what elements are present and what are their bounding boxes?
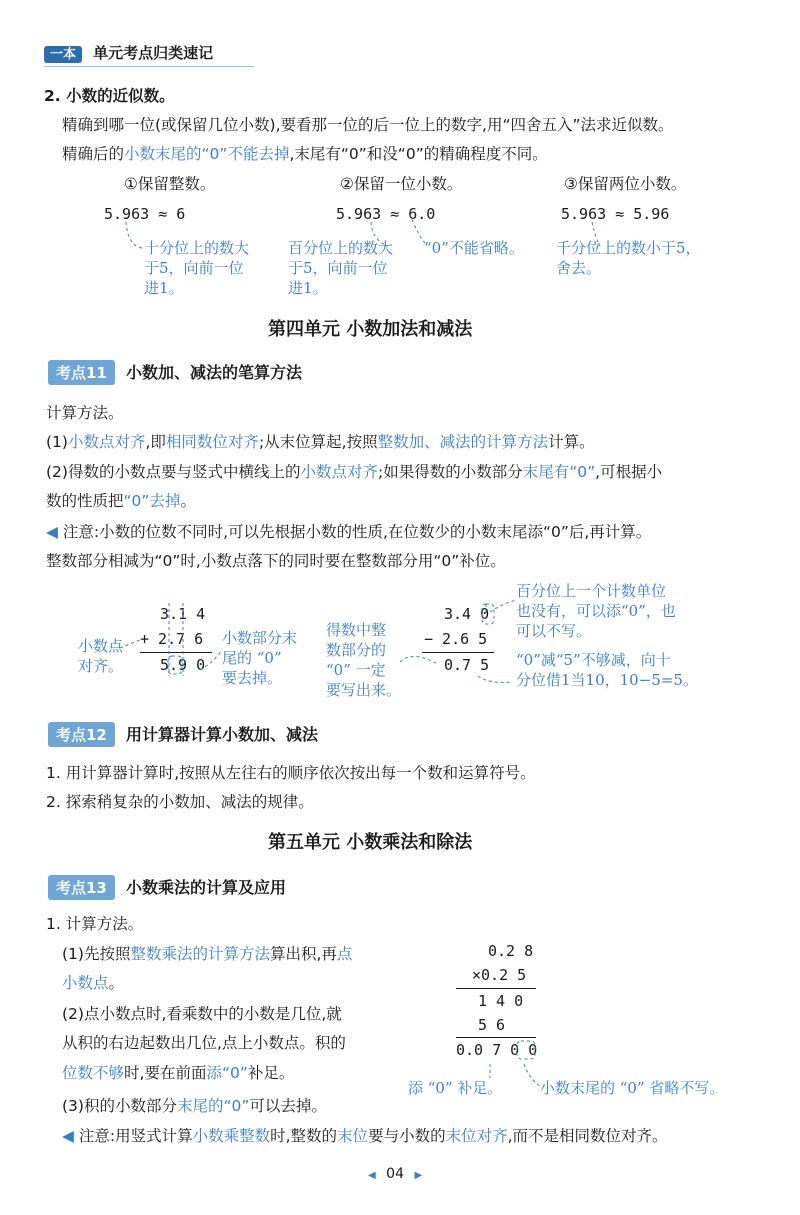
paragraph: (2)得数的小数点要与竖式中横线上的小数点对齐;如果得数的小数部分末尾有“0”,可根据小 — [46, 463, 663, 481]
handwritten-note: 小数点 对齐。 — [78, 637, 124, 675]
note-icon: ◀ — [62, 1127, 74, 1145]
column-row: + 2.7 6 — [140, 630, 204, 648]
paragraph: (3)积的小数部分末尾的“0”可以去掉。 — [62, 1097, 327, 1115]
column-row: ×0.2 5 — [472, 966, 527, 984]
section-heading: 2. 小数的近似数。 — [44, 87, 175, 105]
column-row: 3.1 4 — [160, 605, 206, 623]
header-title: 单元考点归类速记 — [93, 44, 214, 62]
kaodian-badge: 考点13 — [48, 875, 115, 900]
handwritten-note: 小数部分末 尾的 “0” 要去掉。 — [222, 629, 298, 687]
column-row: 5 6 — [478, 1016, 506, 1034]
paragraph: (1)小数点对齐,即相同数位对齐;从末位算起,按照整数加、减法的计算方法计算。 — [46, 433, 595, 451]
handwritten-note: 得数中整 数部分的 “0” 一定 要写出来。 — [326, 621, 402, 699]
page-footer — [368, 1166, 422, 1182]
handwritten-note: 百分位上一个计数单位 也没有，可以添“0”，也 可以不写。 — [516, 582, 676, 640]
case-label: ②保留一位小数。 — [340, 175, 463, 193]
approx-expression: 5.963 ≈ 6 — [104, 205, 186, 223]
brand-logo: 一本 — [44, 46, 82, 63]
handwritten-note: 百分位上的数大 于5，向前一位 进1。 — [288, 239, 394, 297]
note-icon: ◀ — [46, 523, 58, 541]
chevron-left-icon: ◀ — [368, 1170, 376, 1181]
paragraph: 数的性质把“0”去掉。 — [46, 492, 196, 510]
handwritten-note: 千分位上的数小于5， 舍去。 — [556, 239, 701, 277]
case-label: ①保留整数。 — [124, 175, 216, 193]
column-row: − 2.6 5 — [424, 630, 488, 648]
kaodian-title: 小数乘法的计算及应用 — [125, 878, 286, 897]
paragraph: 位数不够时,要在前面添“0”补足。 — [62, 1064, 295, 1082]
approx-expression: 5.963 ≈ 6.0 — [336, 205, 436, 223]
column-row: 0.0 7 0 0 — [456, 1041, 538, 1059]
handwritten-note: 小数末尾的 “0” 省略不写。 — [540, 1079, 725, 1097]
paragraph: 1. 计算方法。 — [46, 915, 144, 933]
approx-expression: 5.963 ≈ 5.96 — [561, 205, 670, 223]
paragraph: 精确到哪一位(或保留几位小数),要看那一位的后一位上的数字,用“四舍五入”法求近似数。 — [62, 116, 674, 134]
handwritten-note: 十分位上的数大 于5，向前一位 进1。 — [144, 239, 250, 297]
handwritten-note: “0”减“5”不够减，向十 分位借1当10，10−5=5。 — [516, 651, 698, 689]
chevron-right-icon: ▶ — [414, 1170, 423, 1181]
handwritten-note: 添 “0” 补足。 — [408, 1079, 503, 1097]
paragraph: 小数点。 — [62, 974, 125, 992]
paragraph: 从积的右边起数出几位,点上小数点。积的 — [62, 1034, 346, 1052]
kaodian-badge: 考点11 — [48, 360, 115, 385]
note: 整数部分相减为“0”时,小数点落下的同时要在整数部分用“0”补位。 — [46, 552, 506, 570]
paragraph: 1. 用计算器计算时,按照从左往右的顺序依次按出每一个数和运算符号。 — [46, 764, 536, 782]
note: ◀ 注意:用竖式计算小数乘整数时,整数的末位要与小数的末位对齐,而不是相同数位对齐。 — [62, 1127, 668, 1145]
column-row: 5.9 0 — [160, 656, 206, 674]
paragraph: (2)点小数点时,看乘数中的小数是几位,就 — [62, 1005, 342, 1023]
page-number: 04 — [386, 1166, 404, 1182]
unit-title: 第四单元 小数加法和减法 — [268, 319, 473, 340]
note: ◀ 注意:小数的位数不同时,可以先根据小数的性质,在位数少的小数末尾添“0”后,再计算。 — [46, 523, 652, 541]
handwritten-note: “0”不能省略。 — [424, 239, 524, 257]
paragraph: (1)先按照整数乘法的计算方法算出积,再点 — [62, 945, 353, 963]
kaodian-title: 用计算器计算小数加、减法 — [125, 725, 318, 744]
unit-title: 第五单元 小数乘法和除法 — [268, 832, 473, 853]
case-label: ③保留两位小数。 — [564, 175, 687, 193]
column-row: 0.7 5 — [444, 656, 490, 674]
column-row: 1 4 0 — [478, 992, 524, 1010]
column-row: 0.2 8 — [488, 942, 534, 960]
paragraph: 精确后的小数末尾的“0”不能去掉,末尾有“0”和没“0”的精确程度不同。 — [62, 145, 548, 163]
paragraph: 计算方法。 — [46, 404, 124, 422]
kaodian-badge: 考点12 — [48, 722, 115, 747]
kaodian-title: 小数加、减法的笔算方法 — [125, 363, 302, 382]
column-row: 3.4 0 — [444, 605, 490, 623]
paragraph: 2. 探索稍复杂的小数加、减法的规律。 — [46, 793, 314, 811]
